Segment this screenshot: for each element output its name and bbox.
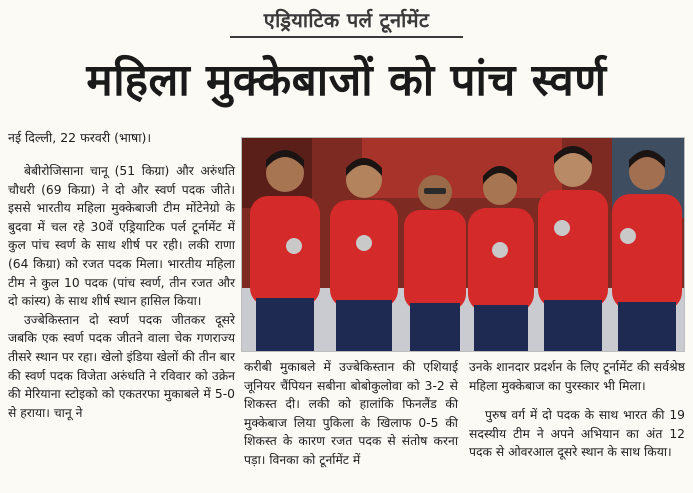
paragraph-gap	[469, 395, 685, 406]
article-column-3	[469, 358, 685, 462]
article-column-1	[8, 162, 235, 422]
photo-banner	[362, 138, 562, 198]
team-photo	[241, 137, 685, 352]
dateline: नई दिल्ली, 22 फरवरी (भाषा)।	[8, 130, 152, 145]
paragraph: करीबी मुकाबले में उज्बेकिस्तान की एशियाई जूनियर चैंपियन सबीना बोबोकुलोवा को 3-2 से शिकस्त दी। लकी को हालांकि फिनलैंड की मुक्केबाज लिया पुकिला के खिलाफ 0-5 की शिकस्त के कारण रजत पदक से संतोष करना पड़ा। विनका को टूर्नामेंट में	[244, 360, 458, 467]
paragraph: उनके शानदार प्रदर्शन के लिए टूर्नामेंट की सर्वश्रेष्ठ महिला मुक्केबाज का पुरस्कार भी मिला।	[469, 360, 685, 393]
paragraph: पुरुष वर्ग में दो पदक के साथ भारत की 19 सदस्यीय टीम ने अपने अभियान का अंत 12 पदक से ओवरआल दूसरे स्थान के साथ किया।	[469, 408, 685, 460]
article-headline: महिला मुक्केबाजों को पांच स्वर्ण	[86, 55, 607, 106]
paragraph: उज्बेकिस्तान दो स्वर्ण पदक जीतकर दूसरे जबकि एक स्वर्ण पदक जीतने वाला चेक गणराज्य तीसरे स्थान पर रहा। खेलो इंडिया खेलों की तीन बार की स्वर्ण पदक विजेता अरुंधति ने रविवार को उक्रेन की मेरियाना स्टोइको को एकतरफा मुकाबले में 5-0 से हराया। चानू ने	[8, 312, 235, 420]
article-column-2	[244, 358, 458, 470]
team-photo-illustration	[242, 138, 685, 352]
article-kicker: एड्रियाटिक पर्ल टूर्नामेंट	[230, 6, 464, 38]
kicker-wrap	[0, 6, 693, 38]
paragraph: बेबीरोजिसाना चानू (51 किग्रा) और अरुंधति चौधरी (69 किग्रा) ने दो और स्वर्ण पदक जीते। इससे भारतीय महिला मुक्केबाजी टीम मोंटेनेग्रो के बुदवा में चल रहे 30वें एड्रियाटिक पर्ल टूर्नामेंट में कुल पांच स्वर्ण के साथ शीर्ष पर रही। लकी राणा (64 किग्रा) को रजत पदक मिला। भारतीय महिला टीम ने कुल 10 पदक (पांच स्वर्ण, तीन रजत और दो कांस्य) के साथ शीर्ष स्थान हासिल किया।	[8, 164, 235, 309]
